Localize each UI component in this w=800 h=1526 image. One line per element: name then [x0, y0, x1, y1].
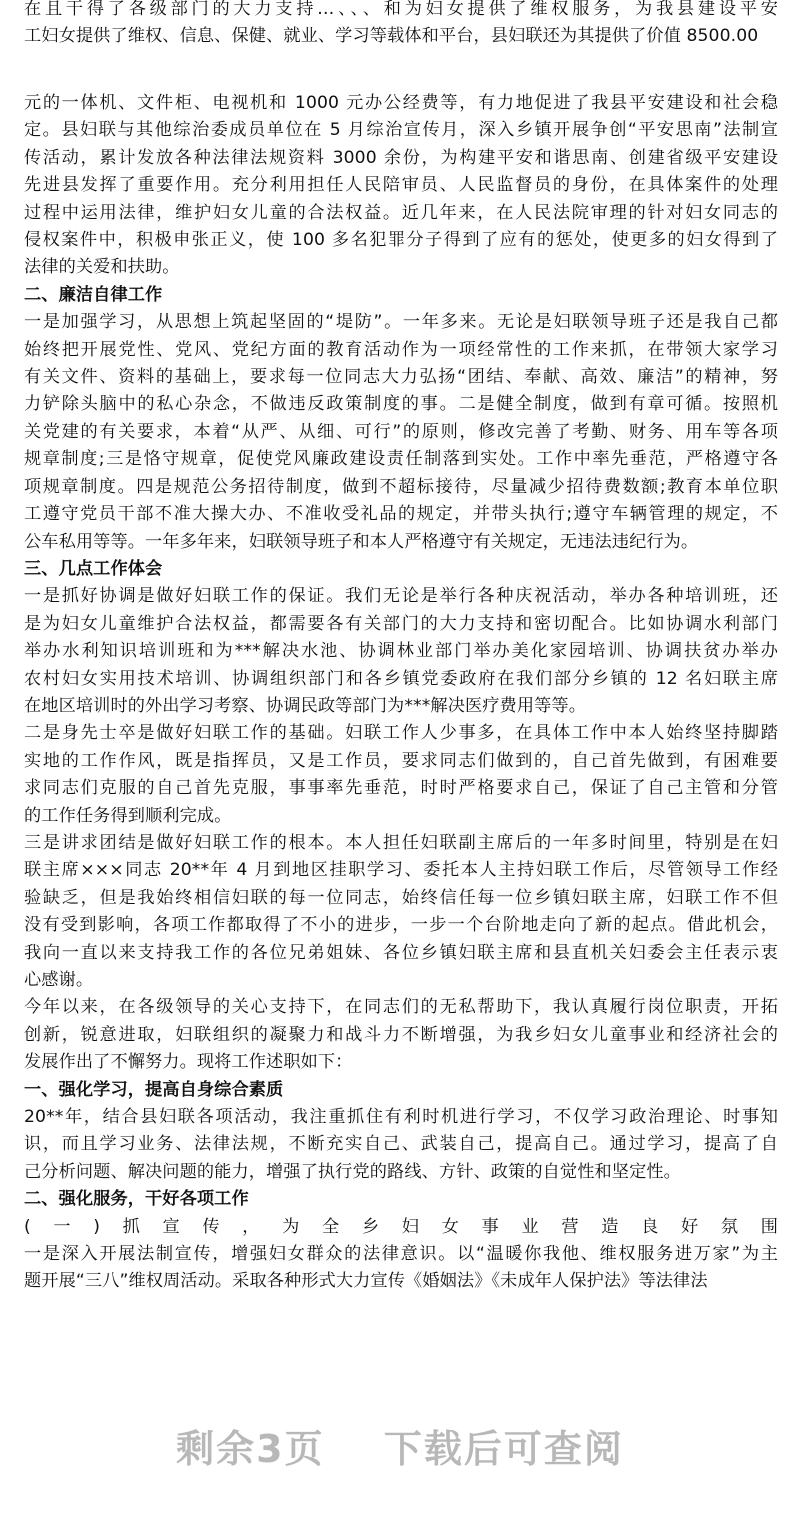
- section-heading: 二、强化服务，干好各项工作: [24, 1189, 249, 1210]
- text-line: 始终把开展党性、党风、党纪方面的教育活动作为一项经常性的工作来抓，在带领大家学习: [24, 339, 778, 360]
- text-line: 有关文件、资料的基础上，要求每一位同志大力弘扬“团结、奉献、高效、廉洁”的精神，努: [24, 367, 778, 388]
- text-line: 一是抓好协调是做好妇联工作的保证。我们无论是举行各种庆祝活动，举办各种培训班，还: [24, 586, 778, 607]
- text-line: 侵权案件中，积极申张正义，使 100 多名犯罪分子得到了应有的惩处，使更多的妇女得到了: [24, 230, 778, 251]
- text-line: 20**年，结合县妇联各项活动，我注重抓住有利时机进行学习，不仅学习政治理论、时事知: [24, 1107, 778, 1128]
- text-line: 关党建的有关要求，本着“从严、从细、可行”的原则，修改完善了考勤、财务、用车等各项: [24, 421, 778, 442]
- document-top-fragment: [24, 0, 778, 51]
- text-line: 先进县发挥了重要作用。充分利用担任人民陪审员、人民监督员的身份，在具体案件的处理: [24, 175, 778, 196]
- text-line: 发展作出了不懈努力。现将工作述职如下：: [24, 1052, 353, 1073]
- text-line: 创新，锐意进取，妇联组织的凝聚力和战斗力不断增强，为我乡妇女儿童事业和经济社会的: [24, 1024, 778, 1045]
- section-heading: 三、几点工作体会: [24, 558, 163, 579]
- text-line: 题开展“三八”维权周活动。采取各种形式大力宣传《婚姻法》《未成年人保护法》等法律法: [24, 1271, 708, 1292]
- text-line: 法律的关爱和扶助。: [24, 257, 180, 278]
- text-line: 没有受到影响，各项工作都取得了不小的进步，一步一个台阶地走向了新的起点。借此机会，: [24, 915, 778, 936]
- text-line: 元的一体机、文件柜、电视机和 1000 元办公经费等，有力地促进了我县平安建设和社会稳: [24, 93, 778, 113]
- text-line: 工遵守党员干部不准大操大办、不准收受礼品的规定，并带头执行;遵守车辆管理的规定，不: [24, 504, 778, 525]
- text-line: 验缺乏，但是我始终相信妇联的每一位同志，始终信任每一位乡镇妇联主席，妇联工作不但: [24, 887, 778, 908]
- text-line: 的工作任务得到顺利完成。: [24, 805, 232, 826]
- text-line: 项规章制度。四是规范公务招待制度，做到不超标接待，尽量减少招待费数额;教育本单位职: [24, 476, 778, 497]
- text-line: 己分析问题、解决问题的能力，增强了执行党的路线、方针、政策的自觉性和坚定性。: [24, 1161, 681, 1182]
- text-line: 是为妇女儿童维护合法权益，都需要各有关部门的大力支持和密切配合。比如协调水利部门: [24, 613, 778, 634]
- text-line: (一)抓宣传，为全乡妇女事业营造良好氛围: [24, 1216, 778, 1237]
- text-line: 农村妇女实用技术培训、协调组织部门和各乡镇党委政府在我们部分乡镇的 12 名妇联主席: [24, 668, 778, 689]
- text-line: 力铲除头脑中的私心杂念，不做违反政策制度的事。二是健全制度，做到有章可循。按照机: [24, 394, 778, 415]
- text-line: 公车私用等等。一年多年来，妇联领导班子和本人严格遵守有关规定，无违法违纪行为。: [24, 531, 699, 552]
- text-line: 一是加强学习，从思想上筑起坚固的“堤防”。一年多来。无论是妇联领导班子还是我自己都: [24, 312, 778, 333]
- text-line: 传活动，累计发放各种法律法规资料 3000 余份，为构建平安和谐思南、创建省级平安建设: [24, 147, 778, 168]
- download-prompt[interactable]: [0, 1418, 800, 1473]
- text-line: 三是讲求团结是做好妇联工作的根本。本人担任妇联副主席后的一年多时间里，特别是在妇: [24, 832, 778, 853]
- text-line: 定。县妇联与其他综治委成员单位在 5 月综治宣传月，深入乡镇开展争创“平安思南”法制宣: [24, 120, 778, 141]
- text-line: 在地区培训时的外出学习考察、协调民政等部门为***解决医疗费用等等。: [24, 695, 586, 716]
- section-heading: 二、廉洁自律工作: [24, 284, 163, 305]
- text-line: 二是身先士卒是做好妇联工作的基础。妇联工作人少事多，在具体工作中本人始终坚持脚踏: [24, 723, 778, 744]
- text-line: 心感谢。: [24, 970, 94, 990]
- text-line: 今年以来，在各级领导的关心支持下，在同志们的无私帮助下，我认真履行岗位职责，开拓: [24, 997, 778, 1018]
- text-line: 过程中运用法律，维护妇女儿童的合法权益。近几年来，在人民法院审理的针对妇女同志的: [24, 202, 778, 223]
- text-line: 我向一直以来支持我工作的各位兄弟姐妹、各位乡镇妇联主席和县直机关妇委会主任表示衷: [24, 942, 778, 963]
- text-line: 规章制度;三是恪守规章，促使党风廉政建设责任制落到实处。工作中率先垂范，严格遵守各: [24, 449, 778, 470]
- text-line: 工妇女提供了维权、信息、保健、就业、学习等载体和平台，县妇联还为其提供了价值 8500.00: [24, 26, 759, 47]
- text-line: 举办水利知识培训班和为***解决水池、协调林业部门举办美化家园培训、协调扶贫办举办: [24, 641, 778, 662]
- remaining-pages-label: 剩余3页: [176, 1427, 325, 1471]
- document-body: [24, 90, 778, 1296]
- text-line: 求同志们克服的自己首先克服，事事率先垂范，时时严格要求自己，保证了自己主管和分管: [24, 778, 778, 799]
- text-line: 联主席×××同志 20**年 4 月到地区挂职学习、委托本人主持妇联工作后，尽管领导工作经: [24, 860, 778, 881]
- section-heading: 一、强化学习，提高自身综合素质: [24, 1079, 284, 1100]
- text-line: 在且干得了各级部门的大力支持…、、、和为妇女提供了维权服务，为我县建设平安: [24, 0, 778, 19]
- text-line: 实地的工作作风，既是指挥员，又是工作员，要求同志们做到的，自己首先做到，有困难要: [24, 750, 778, 771]
- text-line: 识，而且学习业务、法律法规，不断充实自己、武装自己，提高自己。通过学习，提高了自: [24, 1134, 778, 1155]
- download-to-view-label: 下载后可查阅: [383, 1427, 624, 1471]
- text-line: 一是深入开展法制宣传，增强妇女群众的法律意识。以“温暖你我他、维权服务进万家”为主: [24, 1244, 778, 1265]
